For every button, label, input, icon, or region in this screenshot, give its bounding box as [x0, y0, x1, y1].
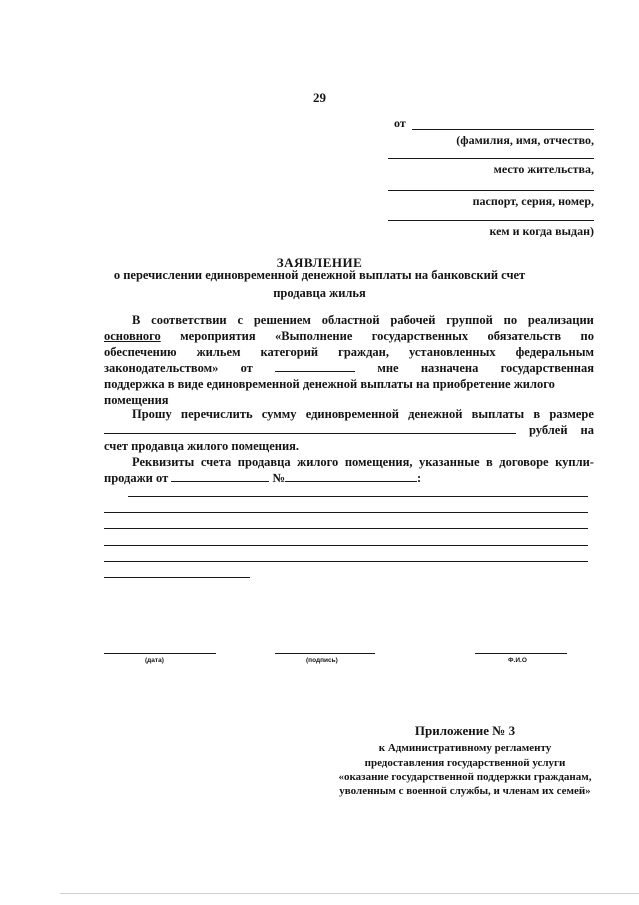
- page-number: 29: [313, 90, 326, 105]
- from-fill-line[interactable]: [412, 129, 594, 130]
- requisites-fill-line-4[interactable]: [104, 545, 588, 546]
- requisites-fill-line-6[interactable]: [104, 577, 250, 578]
- requisites-fill-line-5[interactable]: [104, 561, 588, 562]
- signature-label: (подпись): [306, 657, 338, 664]
- amount-fill[interactable]: [104, 422, 516, 434]
- paragraph-line: помещения: [104, 393, 169, 407]
- document-subtitle: о перечислении единовременной денежной выплаты на банковский счет: [113, 268, 526, 282]
- requisites-fill-line-3[interactable]: [104, 528, 588, 529]
- passport-label: паспорт, серия, номер,: [472, 194, 594, 208]
- from-label: от: [394, 116, 406, 130]
- fio-sign-label: Ф.И.О: [508, 657, 527, 664]
- residence-fill-line[interactable]: [388, 158, 594, 159]
- appendix-line: уволенным с военной службы, и членам их семей»: [339, 785, 591, 797]
- paragraph-line: поддержка в виде единовременной денежной выплаты на приобретение жилого: [104, 377, 555, 391]
- date-label: (дата): [145, 657, 164, 664]
- appendix-line: к Административному регламенту: [378, 742, 552, 754]
- issued-fill-line[interactable]: [388, 220, 594, 221]
- document-subtitle-line2: продавца жилья: [273, 286, 366, 300]
- requisites-fill-line-2[interactable]: [104, 512, 588, 513]
- paragraph-line: обеспечению жильем категорий граждан, установленных федеральным: [104, 345, 594, 359]
- appendix-title: Приложение № 3: [414, 723, 516, 738]
- paragraph-line: В соответствии с решением областной рабочей группой по реализации: [132, 313, 594, 327]
- contract-date-fill[interactable]: [171, 470, 269, 482]
- decision-date-fill[interactable]: [275, 360, 355, 372]
- paragraph-line: продажи от № :: [104, 471, 422, 485]
- fio-label: (фамилия, имя, отчество,: [456, 133, 594, 147]
- underlined-word: основного: [104, 329, 161, 343]
- signature-sign-line[interactable]: [275, 653, 375, 654]
- contract-number-fill[interactable]: [285, 470, 417, 482]
- page-bottom-edge: [60, 893, 639, 894]
- paragraph-decision: [104, 312, 594, 408]
- paragraph-line: законодательством» от мне назначена государственная: [104, 361, 594, 375]
- requisites-fill-line-1[interactable]: [128, 496, 588, 497]
- paragraph-line: основного мероприятия «Выполнение государственных обязательств по: [104, 329, 594, 343]
- passport-fill-line[interactable]: [388, 190, 594, 191]
- issued-label: кем и когда выдан): [489, 224, 594, 238]
- paragraph-line: рублей на: [104, 422, 594, 438]
- paragraph-line: Реквизиты счета продавца жилого помещения, указанные в договоре купли-: [132, 455, 594, 469]
- paragraph-request: [104, 406, 594, 454]
- appendix-line: предоставления государственной услуги: [364, 757, 566, 769]
- residence-label: место жительства,: [493, 162, 594, 176]
- fio-sign-line[interactable]: [475, 653, 567, 654]
- paragraph-requisites: [104, 454, 594, 486]
- paragraph-line: Прошу перечислить сумму единовременной денежной выплаты в размере: [132, 407, 594, 421]
- document-title: ЗАЯВЛЕНИЕ: [276, 255, 363, 270]
- appendix-line: «оказание государственной поддержки гражданам,: [338, 771, 592, 783]
- paragraph-line: счет продавца жилого помещения.: [104, 439, 300, 453]
- date-sign-line[interactable]: [104, 653, 216, 654]
